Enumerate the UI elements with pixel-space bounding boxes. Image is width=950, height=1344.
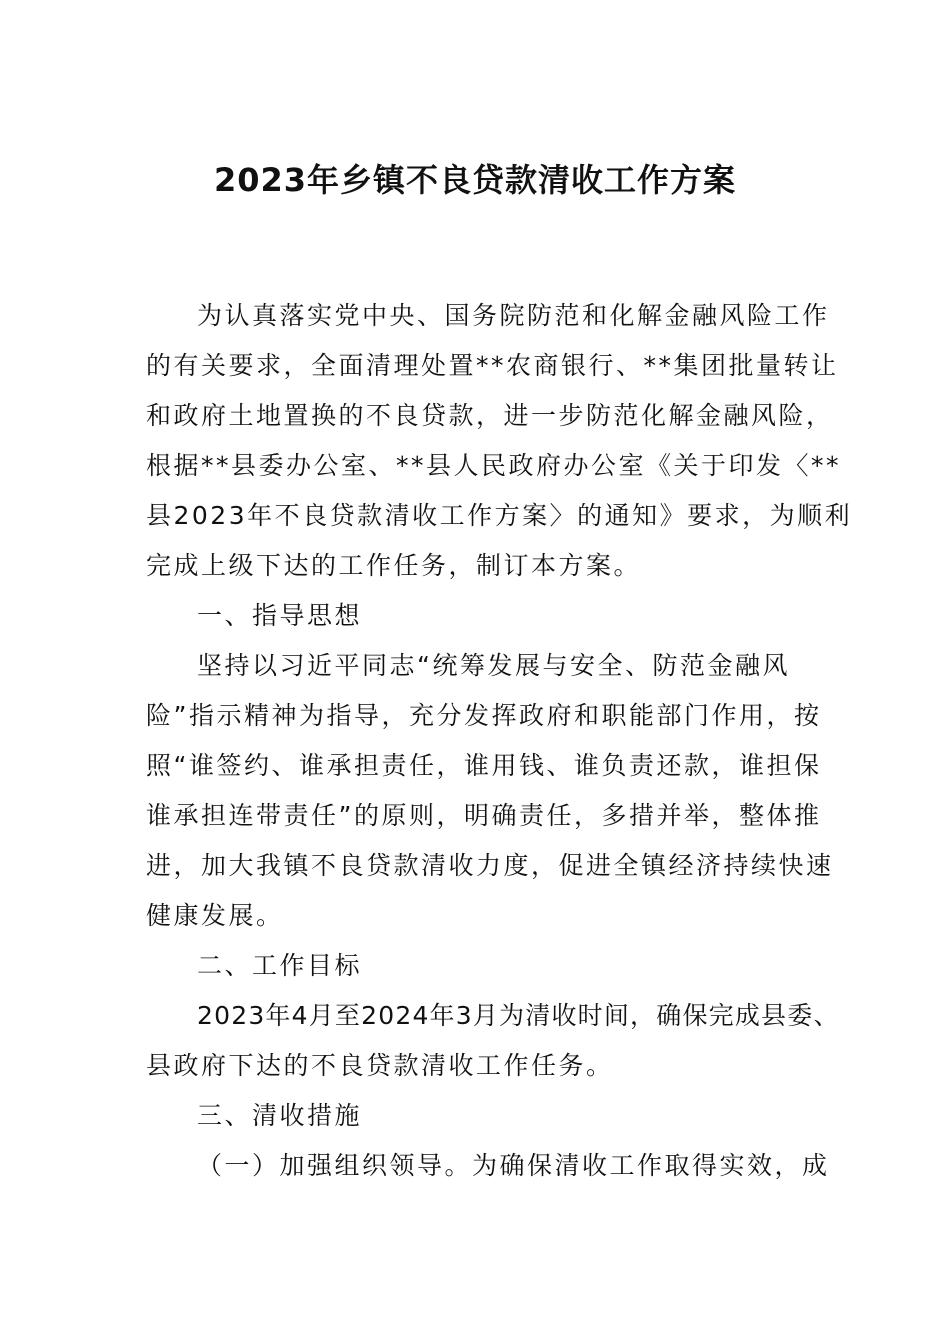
paragraph-line: 完成上级下达的工作任务，制订本方案。 <box>146 551 642 580</box>
paragraph-line: 的有关要求，全面清理处置**农商银行、**集团批量转让 <box>146 351 839 380</box>
paragraph-line: 县政府下达的不良贷款清收工作任务。 <box>146 1051 614 1080</box>
paragraph-line: 县2023年不良贷款清收工作方案〉的通知》要求，为顺利 <box>146 501 853 530</box>
paragraph-line: （一）加强组织领导。为确保清收工作取得实效，成 <box>197 1151 830 1180</box>
paragraph-line: 2023年4月至2024年3月为清收时间，确保完成县委、 <box>197 1001 840 1030</box>
paragraph-line: 进，加大我镇不良贷款清收力度，促进全镇经济持续快速 <box>146 851 834 880</box>
section-heading: 二、工作目标 <box>197 951 363 980</box>
paragraph-line: 照“谁签约、谁承担责任，谁用钱、谁负责还款，谁担保 <box>146 751 822 780</box>
paragraph-line: 为认真落实党中央、国务院防范和化解金融风险工作 <box>197 301 830 330</box>
section-heading: 三、清收措施 <box>197 1101 363 1130</box>
section-heading: 一、指导思想 <box>197 601 363 630</box>
paragraph-line: 和政府土地置换的不良贷款，进一步防范化解金融风险， <box>146 401 834 430</box>
paragraph-line: 谁承担连带责任”的原则，明确责任，多措并举，整体推 <box>146 801 822 830</box>
paragraph-line: 根据**县委办公室、**县人民政府办公室《关于印发〈** <box>146 451 842 480</box>
paragraph-line: 健康发展。 <box>146 901 284 930</box>
document-title: 2023年乡镇不良贷款清收工作方案 <box>213 161 737 199</box>
paragraph-line: 险”指示精神为指导，充分发挥政府和职能部门作用，按 <box>146 701 822 730</box>
paragraph-line: 坚持以习近平同志“统筹发展与安全、防范金融风 <box>197 651 790 680</box>
